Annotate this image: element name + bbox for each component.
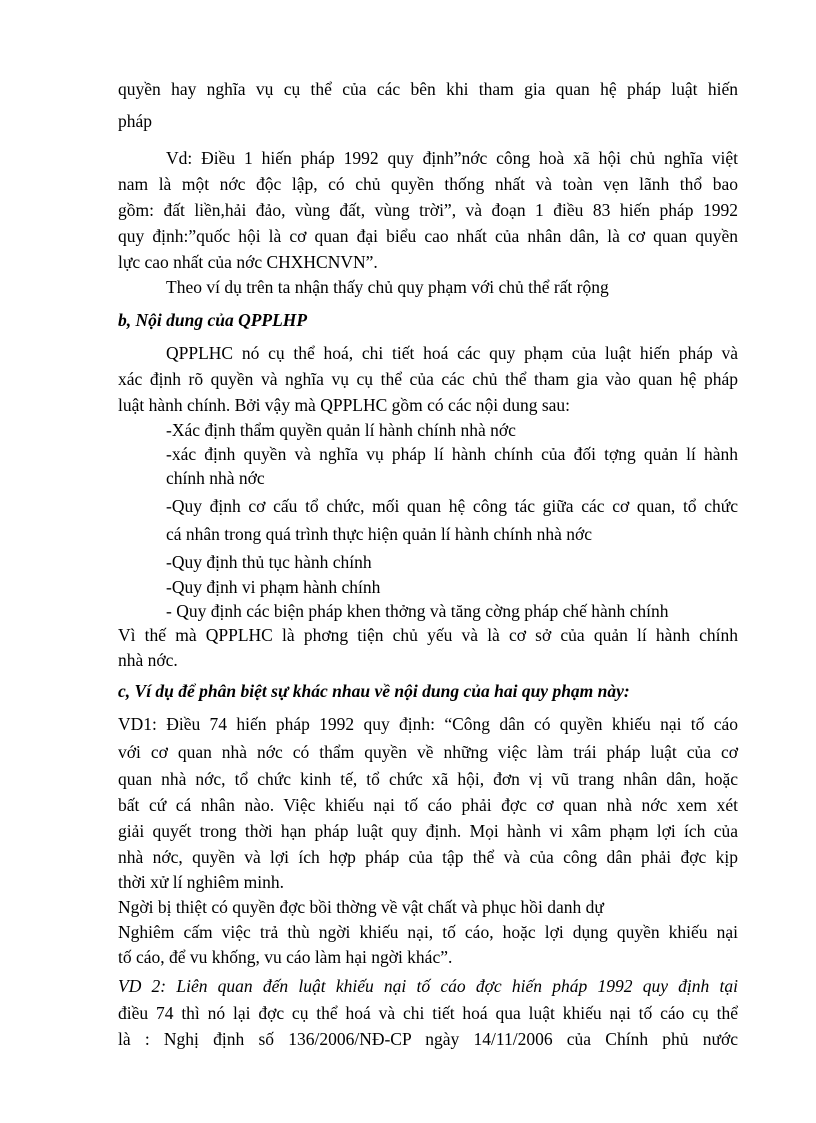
paragraph-line: lực cao nhất của nớc CHXHCNVN”. [118, 252, 378, 272]
section-heading: b, Nội dung của QPPLHP [118, 310, 308, 330]
paragraph-line: QPPLHC nó cụ thể hoá, chi tiết hoá các quy phạm của luật hiến pháp và [166, 343, 738, 363]
paragraph-line: giải quyết trong thời hạn pháp luật quy định. Mọi hành vi xâm phạm lợi ích của [118, 821, 738, 841]
paragraph-line: bất cứ cá nhân nào. Việc khiếu nại tố cáo phải đợc cơ quan nhà nớc xem xét [118, 795, 738, 815]
paragraph-line: quan nhà nớc, tổ chức kinh tế, tổ chức xã hội, đơn vị vũ trang nhân dân, hoặc [118, 769, 738, 789]
paragraph-line: quyền hay nghĩa vụ cụ thể của các bên khi tham gia quan hệ pháp luật hiến [118, 79, 738, 99]
paragraph-line: là : Nghị định số 136/2006/NĐ-CP ngày 14/11/2006 của Chính phủ nước [118, 1029, 738, 1049]
paragraph-line: thời xử lí nghiêm minh. [118, 872, 285, 892]
list-item: -xác định quyền và nghĩa vụ pháp lí hành chính của đối tợng quản lí hành [166, 444, 738, 464]
paragraph-line: nam là một nớc độc lập, có chủ quyền thống nhất và toàn vẹn lãnh thổ bao [118, 174, 738, 194]
paragraph-line: quy định:”quốc hội là cơ quan đại biểu cao nhất của nhân dân, là cơ quan quyền [118, 226, 738, 246]
list-item: -Quy định vi phạm hành chính [166, 577, 381, 597]
list-item: chính nhà nớc [166, 468, 265, 488]
list-item: -Quy định cơ cấu tổ chức, mối quan hệ công tác giữa các cơ quan, tổ chức [166, 496, 738, 516]
list-item: cá nhân trong quá trình thực hiện quản lí hành chính nhà nớc [166, 524, 592, 544]
paragraph-line: nhà nớc. [118, 650, 178, 670]
paragraph-line: pháp [118, 111, 153, 131]
paragraph-line: điều 74 thì nó lại đợc cụ thể hoá và chi tiết hoá qua luật khiếu nại tố cáo cụ thể [118, 1003, 738, 1023]
paragraph-line: luật hành chính. Bởi vậy mà QPPLHC gồm có các nội dung sau: [118, 395, 571, 415]
paragraph-line: VD1: Điều 74 hiến pháp 1992 quy định: “Công dân có quyền khiếu nại tố cáo [118, 714, 738, 734]
paragraph-line: VD 2: Liên quan đến luật khiếu nại tố cáo đợc hiến pháp 1992 quy định tại [118, 976, 738, 996]
paragraph-line: nhà nớc, quyền và lợi ích hợp pháp của tập thể và của công dân phải đợc kịp [118, 847, 738, 867]
paragraph-line: xác định rõ quyền và nghĩa vụ cụ thể của các chủ thể tham gia vào quan hệ pháp [118, 369, 738, 389]
paragraph-line: với cơ quan nhà nớc có thẩm quyền về những việc làm trái pháp luật của cơ [118, 742, 738, 762]
paragraph-line: Vd: Điều 1 hiến pháp 1992 quy định”nớc công hoà xã hội chủ nghĩa việt [166, 148, 738, 168]
list-item: - Quy định các biện pháp khen thởng và tăng cờng pháp chế hành chính [166, 601, 669, 621]
list-item: -Quy định thủ tục hành chính [166, 552, 372, 572]
paragraph-line: Theo ví dụ trên ta nhận thấy chủ quy phạm với chủ thể rất rộng [166, 277, 609, 297]
paragraph-line: gồm: đất liền,hải đảo, vùng đất, vùng trời”, và đoạn 1 điều 83 hiến pháp 1992 [118, 200, 738, 220]
list-item: -Xác định thẩm quyền quản lí hành chính nhà nớc [166, 420, 516, 440]
paragraph-line: Vì thế mà QPPLHC là phơng tiện chủ yếu và là cơ sở của quản lí hành chính [118, 625, 738, 645]
section-heading: c, Ví dụ để phân biệt sự khác nhau về nội dung của hai quy phạm này: [118, 681, 630, 701]
paragraph-line: Nghiêm cấm việc trả thù ngời khiếu nại, tố cáo, hoặc lợi dụng quyền khiếu nại [118, 922, 738, 942]
paragraph-line: tố cáo, để vu khống, vu cáo làm hại ngời khác”. [118, 947, 453, 967]
paragraph-line: Ngời bị thiệt có quyền đợc bồi thờng về vật chất và phục hồi danh dự [118, 897, 604, 917]
